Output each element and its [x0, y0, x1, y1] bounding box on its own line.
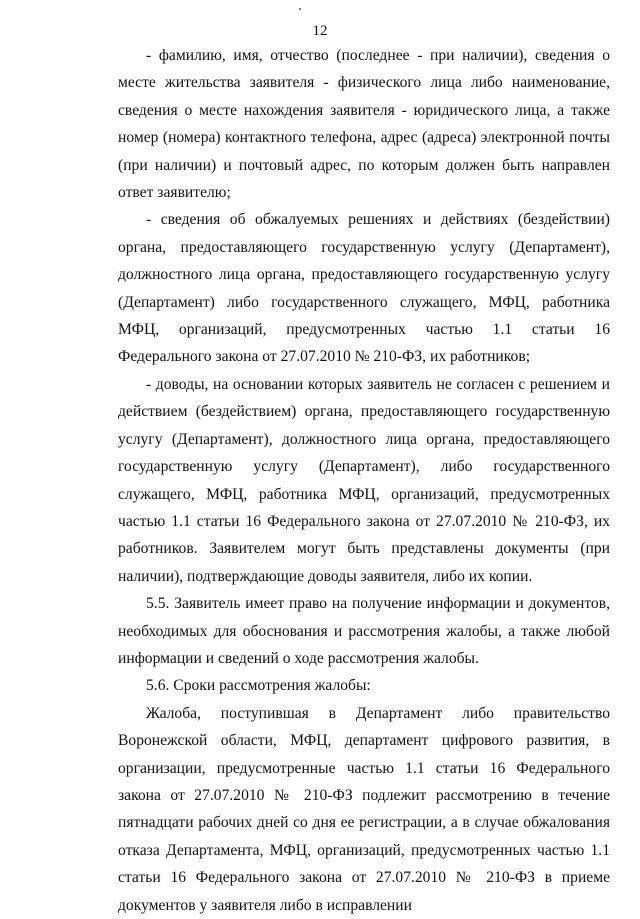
scan-speck [299, 8, 301, 10]
paragraph-arguments: - доводы, на основании которых заявитель не согласен с решением и действием (бездействием) органа, предоставляющего государственную услугу (Департамент), должностного лица органа, предоставляющего государственную услугу (Департамент), либо государственного служащего, МФЦ, работника МФЦ, организаций, предусмотренных частью 1.1 статьи 16 Федерального закона от 27.07.2010 № 210-ФЗ, их работников. Заявителем могут быть представлены документы (при наличии), подтверждающие доводы заявителя, либо их копии. [118, 375, 610, 585]
paragraph-applicant-details: - фамилию, имя, отчество (последнее - при наличии), сведения о месте жительства заявителя - физического лица либо наименование, сведения о месте нахождения заявителя - юридического лица, а также номер (номера) контактного телефона, адрес (адреса) электронной почты (при наличии) и почтовый адрес, по которым должен быть направлен ответ заявителю; [118, 47, 610, 202]
paragraph-section-5-6-heading: 5.6. Сроки рассмотрения жалобы: [146, 677, 371, 695]
document-body [118, 42, 610, 919]
page-number: 12 [312, 23, 328, 39]
paragraph-section-5-5: 5.5. Заявитель имеет право на получение информации и документов, необходимых для обоснования и рассмотрения жалобы, а также любой информации и сведений о ходе рассмотрения жалобы. [118, 595, 610, 667]
paragraph-review-terms: Жалоба, поступившая в Департамент либо правительство Воронежской области, МФЦ, департамент цифрового развития, в организации, предусмотренные частью 1.1 статьи 16 Федерального закона от 27.07.2010 № 210-ФЗ подлежит рассмотрению в течение пятнадцати рабочих дней со дня ее регистрации, а в случае обжалования отказа Департамента, МФЦ, организаций, предусмотренных частью 1.1 статьи 16 Федерального закона от 27.07.2010 № 210-ФЗ в приеме документов у заявителя либо в исправлении [118, 704, 610, 914]
paragraph-appealed-decisions: - сведения об обжалуемых решениях и действиях (бездействии) органа, предоставляющего государственную услугу (Департамент), должностного лица органа, предоставляющего государственную услугу (Департамент) либо государственного служащего, МФЦ, работника МФЦ, организаций, предусмотренных частью 1.1 статьи 16 Федерального закона от 27.07.2010 № 210-ФЗ, их работников; [118, 211, 610, 366]
